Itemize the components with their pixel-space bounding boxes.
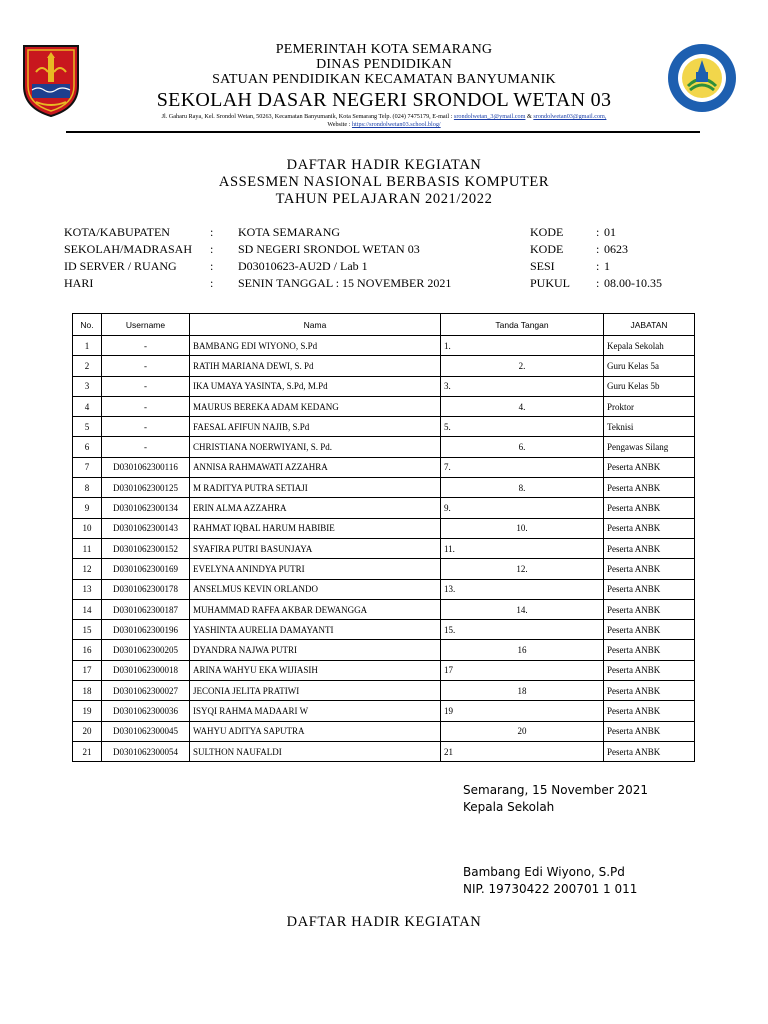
header-nama: Nama [190, 314, 441, 336]
row-name: ISYQI RAHMA MADAARI W [190, 701, 441, 721]
row-name: M RADITYA PUTRA SETIAJI [190, 478, 441, 498]
row-number: 15 [73, 620, 102, 640]
info-value: SD NEGERI SRONDOL WETAN 03 [238, 242, 420, 256]
row-username: - [102, 396, 190, 416]
info-right-separator: : [596, 242, 600, 256]
table-row [73, 376, 695, 396]
row-username: D0301062300187 [102, 599, 190, 619]
row-name: MUHAMMAD RAFFA AKBAR DEWANGGA [190, 599, 441, 619]
row-username: D0301062300054 [102, 741, 190, 761]
info-label: ID SERVER / RUANG [64, 259, 177, 273]
row-number: 9 [73, 498, 102, 518]
row-signature[interactable]: 1. [441, 336, 604, 356]
row-number: 14 [73, 599, 102, 619]
row-number: 12 [73, 559, 102, 579]
row-number: 3 [73, 376, 102, 396]
row-name: RAHMAT IQBAL HARUM HABIBIE [190, 518, 441, 538]
table-row [73, 660, 695, 680]
row-number: 6 [73, 437, 102, 457]
district-line: SATUAN PENDIDIKAN KECAMATAN BANYUMANIK [212, 72, 556, 87]
info-right-value: 0623 [604, 242, 628, 256]
table-row [73, 681, 695, 701]
row-name: YASHINTA AURELIA DAMAYANTI [190, 620, 441, 640]
row-signature[interactable]: 12. [441, 559, 604, 579]
table-row [73, 417, 695, 437]
info-right-value: 1 [604, 259, 610, 273]
row-username: D0301062300143 [102, 518, 190, 538]
address-line [0, 113, 768, 120]
table-row [73, 518, 695, 538]
row-number: 16 [73, 640, 102, 660]
row-signature[interactable]: 20 [441, 721, 604, 741]
signer-nip: NIP. 19730422 200701 1 011 [463, 882, 638, 896]
row-name: ERIN ALMA AZZAHRA [190, 498, 441, 518]
row-jabatan: Teknisi [604, 417, 695, 437]
row-signature[interactable]: 2. [441, 356, 604, 376]
title-line-3: TAHUN PELAJARAN 2021/2022 [275, 191, 493, 207]
row-username: D0301062300018 [102, 660, 190, 680]
row-number: 4 [73, 396, 102, 416]
row-jabatan: Peserta ANBK [604, 518, 695, 538]
row-number: 18 [73, 681, 102, 701]
info-right-value: 01 [604, 225, 616, 239]
signer-name: Bambang Edi Wiyono, S.Pd [463, 865, 625, 879]
table-row [73, 336, 695, 356]
info-label: HARI [64, 276, 94, 290]
info-separator: : [210, 225, 214, 239]
row-signature[interactable]: 15. [441, 620, 604, 640]
row-signature[interactable]: 13. [441, 579, 604, 599]
row-username: - [102, 437, 190, 457]
row-name: EVELYNA ANINDYA PUTRI [190, 559, 441, 579]
table-row [73, 457, 695, 477]
table-row [73, 741, 695, 761]
table-row [73, 538, 695, 558]
row-number: 19 [73, 701, 102, 721]
row-jabatan: Guru Kelas 5a [604, 356, 695, 376]
row-name: SYAFIRA PUTRI BASUNJAYA [190, 538, 441, 558]
row-name: MAURUS BEREKA ADAM KEDANG [190, 396, 441, 416]
table-header-row [73, 314, 695, 336]
table-row [73, 721, 695, 741]
row-jabatan: Peserta ANBK [604, 498, 695, 518]
info-value: D03010623-AU2D / Lab 1 [238, 259, 368, 273]
row-username: D0301062300134 [102, 498, 190, 518]
row-jabatan: Guru Kelas 5b [604, 376, 695, 396]
row-username: D0301062300152 [102, 538, 190, 558]
row-signature[interactable]: 3. [441, 376, 604, 396]
row-name: RATIH MARIANA DEWI, S. Pd [190, 356, 441, 376]
row-number: 13 [73, 579, 102, 599]
row-signature[interactable]: 10. [441, 518, 604, 538]
table-row [73, 356, 695, 376]
row-name: CHRISTIANA NOERWIYANI, S. Pd. [190, 437, 441, 457]
row-name: JECONIA JELITA PRATIWI [190, 681, 441, 701]
header-no: No. [73, 314, 102, 336]
signer-position: Kepala Sekolah [463, 800, 555, 814]
row-number: 1 [73, 336, 102, 356]
row-username: - [102, 336, 190, 356]
place-date: Semarang, 15 November 2021 [463, 783, 649, 797]
row-username: D0301062300169 [102, 559, 190, 579]
header-signature: Tanda Tangan [441, 314, 604, 336]
table-row [73, 579, 695, 599]
row-signature[interactable]: 7. [441, 457, 604, 477]
table-row [73, 559, 695, 579]
info-value: KOTA SEMARANG [238, 225, 341, 239]
row-signature[interactable]: 14. [441, 599, 604, 619]
row-name: BAMBANG EDI WIYONO, S.Pd [190, 336, 441, 356]
info-right-label: PUKUL [530, 276, 571, 290]
info-value: SENIN TANGGAL : 15 NOVEMBER 2021 [238, 276, 452, 290]
info-right-separator: : [596, 259, 600, 273]
address-text: Jl. Gaharu Raya, Kel. Srondol Wetan, 50263, Kecamatan Banyumanik, Kota Semarang Telp. (024) 7475179, E-mail : [161, 113, 453, 120]
row-signature[interactable]: 11. [441, 538, 604, 558]
info-right-label: KODE [530, 242, 564, 256]
row-name: DYANDRA NAJWA PUTRI [190, 640, 441, 660]
title-line-1: DAFTAR HADIR KEGIATAN [286, 157, 482, 173]
row-username: D0301062300205 [102, 640, 190, 660]
row-name: WAHYU ADITYA SAPUTRA [190, 721, 441, 741]
row-jabatan: Peserta ANBK [604, 620, 695, 640]
row-name: ANSELMUS KEVIN ORLANDO [190, 579, 441, 599]
row-jabatan: Proktor [604, 396, 695, 416]
row-signature[interactable]: 18 [441, 681, 604, 701]
row-signature[interactable]: 21 [441, 741, 604, 761]
info-right-value: 08.00-10.35 [604, 276, 662, 290]
info-right-label: SESI [530, 259, 555, 273]
row-number: 17 [73, 660, 102, 680]
row-jabatan: Peserta ANBK [604, 478, 695, 498]
website-line [0, 121, 768, 128]
row-jabatan: Peserta ANBK [604, 538, 695, 558]
info-separator: : [210, 259, 214, 273]
info-label: KOTA/KABUPATEN [64, 225, 170, 239]
row-signature[interactable]: 6. [441, 437, 604, 457]
info-right-separator: : [596, 276, 600, 290]
row-jabatan: Peserta ANBK [604, 701, 695, 721]
attendance-table [72, 313, 695, 762]
row-number: 7 [73, 457, 102, 477]
row-username: - [102, 417, 190, 437]
row-signature[interactable]: 9. [441, 498, 604, 518]
row-username: D0301062300036 [102, 701, 190, 721]
row-jabatan: Peserta ANBK [604, 599, 695, 619]
table-row [73, 396, 695, 416]
row-username: - [102, 376, 190, 396]
row-number: 8 [73, 478, 102, 498]
row-jabatan: Pengawas Silang [604, 437, 695, 457]
row-signature[interactable]: 4. [441, 396, 604, 416]
info-right-separator: : [596, 225, 600, 239]
next-page-title: DAFTAR HADIR KEGIATAN [286, 914, 482, 930]
row-signature[interactable]: 19 [441, 701, 604, 721]
row-name: ARINA WAHYU EKA WIJIASIH [190, 660, 441, 680]
row-signature[interactable]: 5. [441, 417, 604, 437]
header-username: Username [102, 314, 190, 336]
info-right-label: KODE [530, 225, 564, 239]
website-label: Website : [327, 121, 351, 128]
row-name: ANNISA RAHMAWATI AZZAHRA [190, 457, 441, 477]
row-username: D0301062300027 [102, 681, 190, 701]
amp-text: & [526, 113, 532, 120]
row-signature[interactable]: 17 [441, 660, 604, 680]
row-name: FAESAL AFIFUN NAJIB, S.Pd [190, 417, 441, 437]
table-row [73, 640, 695, 660]
table-row [73, 599, 695, 619]
table-row [73, 701, 695, 721]
row-name: SULTHON NAUFALDI [190, 741, 441, 761]
row-number: 10 [73, 518, 102, 538]
row-jabatan: Peserta ANBK [604, 681, 695, 701]
table-row [73, 620, 695, 640]
letterhead-divider [66, 131, 700, 133]
school-name: SEKOLAH DASAR NEGERI SRONDOL WETAN 03 [156, 89, 612, 111]
row-jabatan: Peserta ANBK [604, 660, 695, 680]
row-signature[interactable]: 8. [441, 478, 604, 498]
info-label: SEKOLAH/MADRASAH [64, 242, 193, 256]
website-link[interactable]: https://srondolwetan03.school.blog/ [351, 121, 441, 128]
row-jabatan: Peserta ANBK [604, 640, 695, 660]
row-jabatan: Peserta ANBK [604, 457, 695, 477]
title-line-2: ASSESMEN NASIONAL BERBASIS KOMPUTER [218, 174, 550, 190]
row-name: IKA UMAYA YASINTA, S.Pd, M.Pd [190, 376, 441, 396]
row-number: 11 [73, 538, 102, 558]
info-separator: : [210, 242, 214, 256]
email-link-1[interactable]: srondolwetan_3@ymail.com [453, 113, 526, 120]
row-username: D0301062300045 [102, 721, 190, 741]
gov-line: PEMERINTAH KOTA SEMARANG [275, 42, 493, 57]
row-jabatan: Peserta ANBK [604, 741, 695, 761]
row-number: 20 [73, 721, 102, 741]
row-jabatan: Peserta ANBK [604, 579, 695, 599]
row-number: 5 [73, 417, 102, 437]
row-number: 21 [73, 741, 102, 761]
row-jabatan: Peserta ANBK [604, 559, 695, 579]
row-signature[interactable]: 16 [441, 640, 604, 660]
row-username: - [102, 356, 190, 376]
row-username: D0301062300196 [102, 620, 190, 640]
info-separator: : [210, 276, 214, 290]
email-link-2[interactable]: srondolwetan03@gmail.com, [533, 113, 607, 120]
dept-line: DINAS PENDIDIKAN [316, 57, 452, 72]
row-jabatan: Peserta ANBK [604, 721, 695, 741]
row-username: D0301062300178 [102, 579, 190, 599]
row-username: D0301062300116 [102, 457, 190, 477]
table-row [73, 498, 695, 518]
table-row [73, 478, 695, 498]
row-jabatan: Kepala Sekolah [604, 336, 695, 356]
row-number: 2 [73, 356, 102, 376]
header-jabatan: JABATAN [604, 314, 695, 336]
table-row [73, 437, 695, 457]
row-username: D0301062300125 [102, 478, 190, 498]
